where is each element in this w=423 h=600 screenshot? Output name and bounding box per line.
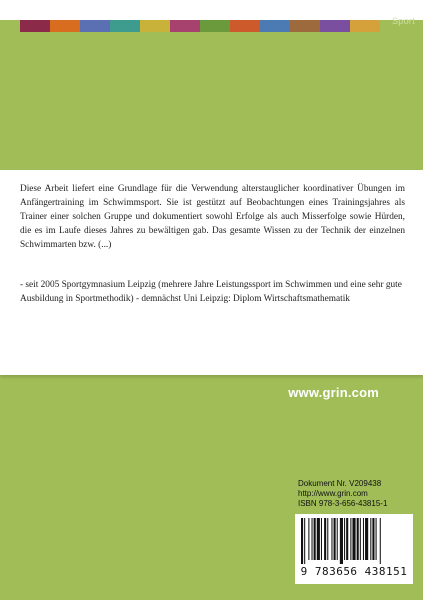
blurb-panel [0,170,423,375]
author-bio: - seit 2005 Sportgymnasium Leipzig (mehrere Jahre Leistungssport im Schwimmen und eine sehr gute Ausbildung in Sportmethodik) - demnächst Uni Leipzig: Diplom Wirtschaftsmathematik [20,280,402,304]
color-strip-segment [80,20,110,32]
color-strip-segment [350,20,380,32]
barcode-bar [380,518,381,564]
color-strip-segment [170,20,200,32]
color-strip-segment [110,20,140,32]
color-strip-segment [290,20,320,32]
category-label: Sport [391,16,415,26]
barcode-bar [327,518,328,560]
barcode-bar [346,518,348,560]
barcode-bar [304,518,305,564]
barcode-bar [370,518,371,560]
color-strip [20,20,380,32]
top-edge [0,0,423,20]
barcode-bar [317,518,320,560]
document-number: Dokument Nr. V209438 [298,479,382,488]
document-info [298,479,387,509]
barcode-bar [365,518,368,560]
barcode-bars [301,518,407,564]
barcode-bar [376,518,377,560]
publisher-url[interactable]: www.grin.com [288,385,379,400]
barcode-bar [352,518,355,560]
barcode-bar [363,518,364,560]
barcode-bar [360,518,361,560]
color-strip-segment [200,20,230,32]
barcode-bar [324,518,326,560]
barcode-number: 9 783656 438151 [300,565,408,578]
barcode-bar [372,518,374,560]
isbn: ISBN 978-3-656-43815-1 [298,499,388,508]
color-strip-segment [230,20,260,32]
color-strip-segment [140,20,170,32]
color-strip-segment [20,20,50,32]
barcode-bar [308,518,309,560]
color-strip-segment [320,20,350,32]
barcode-bar [321,518,322,560]
barcode-bar [350,518,351,560]
book-description: Diese Arbeit liefert eine Grundlage für die Verwendung alterstauglicher koordinativer Übungen im Anfängertraining im Schwimmsport. Sie ist gestützt auf Beobachtungen eines Trainingsjahres als Trainer einer solchen Gruppe und dokumentiert sowohl Erfolge als auch Misserfolge sowie Hürden, die es im Laufe dieses Jahres zu bewältigen gab. Das gesamte Wissen zu der Technik der einzelnen Schwimmarten bzw. (...) [20,184,405,250]
barcode-bar [357,518,359,560]
barcode-bar [331,518,332,560]
barcode-bar [312,518,313,560]
barcode-bar [337,518,338,560]
barcode-bar [301,518,303,564]
barcode [295,514,413,584]
barcode-bar [314,518,316,560]
barcode-bar [340,518,343,564]
barcode-bar [334,518,336,560]
color-strip-segment [50,20,80,32]
barcode-bar [344,518,345,560]
document-url: http://www.grin.com [298,489,368,498]
color-strip-segment [260,20,290,32]
